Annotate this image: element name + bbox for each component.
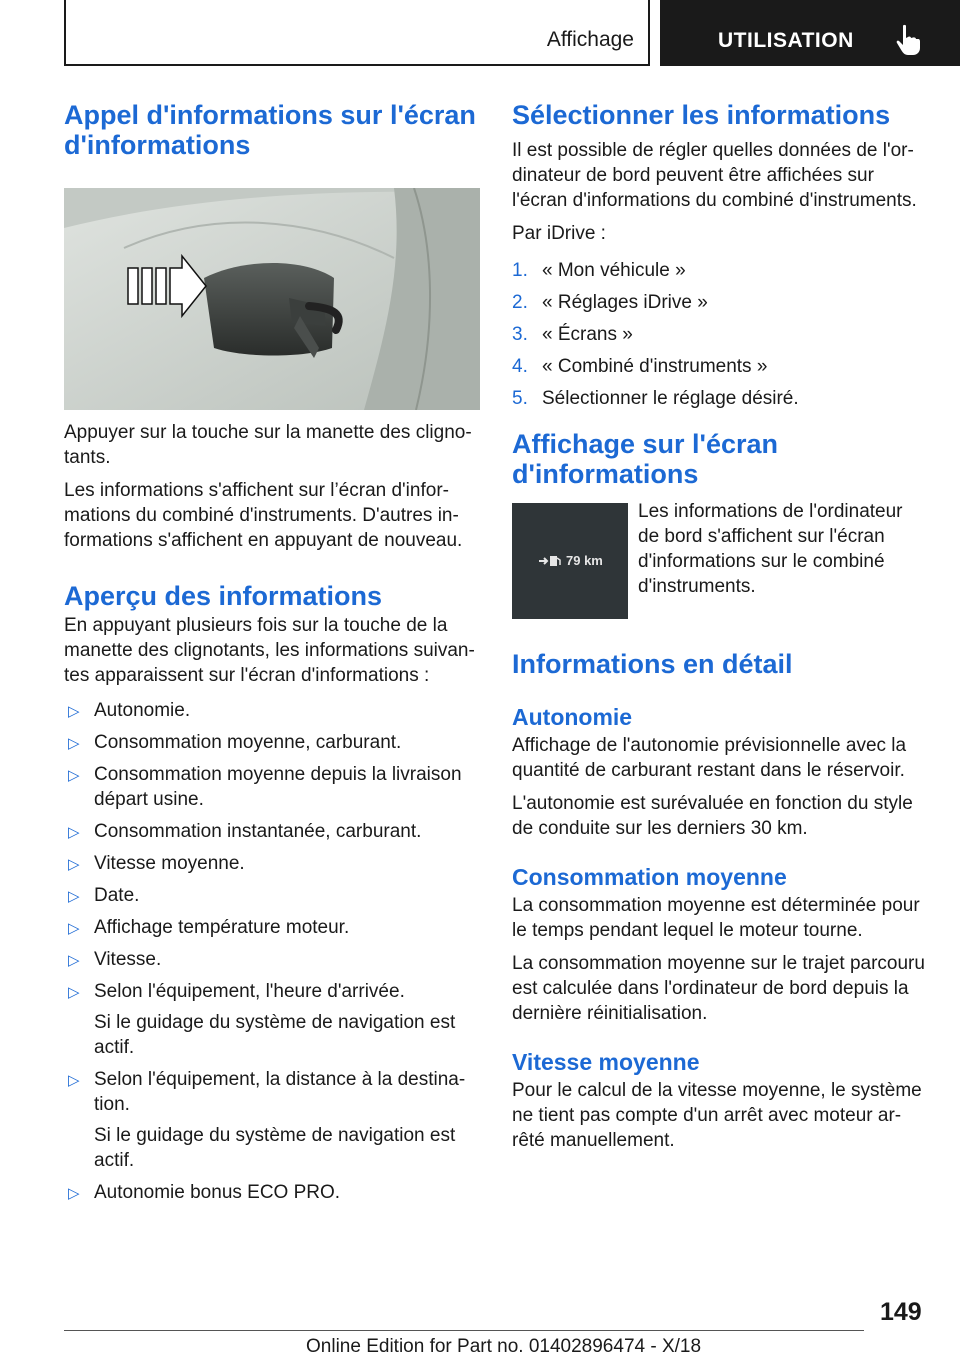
turn-signal-lever-illustration bbox=[64, 188, 480, 410]
paragraph-consumption-1: La consommation moyenne est déterminée pour le temps pendant lequel le moteur tourne. bbox=[512, 895, 920, 941]
header-section-title: Affichage bbox=[546, 28, 634, 51]
triangle-bullet-icon: ▷ bbox=[68, 856, 80, 873]
subsection-title-range: Autonomie bbox=[512, 704, 633, 730]
list-item: ▷ Consommation instantanée, carburant. bbox=[64, 819, 482, 844]
step-text: « Combiné d'instruments » bbox=[542, 356, 768, 377]
step-number: 1. bbox=[512, 260, 528, 281]
header-chapter-title: UTILISATION bbox=[718, 29, 854, 52]
triangle-bullet-icon: ▷ bbox=[68, 824, 80, 841]
display-block bbox=[512, 503, 932, 619]
left-column bbox=[64, 100, 482, 1212]
turn-signal-lever-button-illustration bbox=[64, 188, 480, 410]
list-item: ▷ Date. bbox=[64, 883, 482, 908]
header-chapter-box bbox=[660, 0, 960, 66]
triangle-bullet-icon: ▷ bbox=[68, 888, 80, 905]
section-title-details: Informations en détail bbox=[512, 649, 793, 679]
paragraph-range-1: Affichage de l'autonomie prévisionnelle avec la quantité de carburant restant dans le réservoir. bbox=[512, 735, 907, 781]
footer-divider bbox=[64, 1330, 864, 1331]
subsection-title-avg-speed: Vitesse moyenne bbox=[512, 1049, 700, 1075]
list-item: ▷ Consommation moyenne depuis la livraison départ usine. bbox=[68, 764, 462, 810]
list-item-note: Si le guidage du système de navigation est actif. bbox=[94, 1012, 456, 1058]
step-text: « Réglages iDrive » bbox=[542, 292, 708, 313]
section-title-overview: Aperçu des informations bbox=[64, 581, 383, 611]
step-text: « Écrans » bbox=[542, 324, 633, 345]
overview-list bbox=[64, 698, 482, 1205]
info-display-image bbox=[512, 503, 628, 619]
list-item: ▷ Vitesse moyenne. bbox=[64, 851, 482, 876]
paragraph-select-info: Il est possible de régler quelles données de l'or- dinateur de bord peuvent être affichées sur l'écran d'informations du combiné d'instruments. bbox=[512, 140, 917, 211]
step-item bbox=[512, 386, 932, 411]
step-item bbox=[512, 290, 932, 315]
step-item bbox=[512, 258, 932, 283]
list-item: ▷ Autonomie bonus ECO PRO. bbox=[64, 1180, 482, 1205]
paragraph-avg-speed: Pour le calcul de la vitesse moyenne, le système ne tient pas compte d'un arrêt avec moteur ar- rêté manuellement. bbox=[512, 1080, 922, 1151]
list-item: ▷ Selon l'équipement, la distance à la destina- tion. Si le guidage du système de navigation est actif. bbox=[64, 1067, 482, 1173]
hand-pointer-icon bbox=[894, 24, 924, 56]
step-text: Sélectionner le réglage désiré. bbox=[542, 388, 799, 409]
step-item bbox=[512, 354, 932, 379]
triangle-bullet-icon: ▷ bbox=[68, 1072, 80, 1089]
triangle-bullet-icon: ▷ bbox=[68, 1185, 80, 1202]
paragraph-consumption-2: La consommation moyenne sur le trajet parcouru est calculée dans l'ordinateur de bord depuis la dernière réinitialisation. bbox=[512, 953, 925, 1024]
step-number: 3. bbox=[512, 324, 528, 345]
page-number: 149 bbox=[880, 1298, 922, 1326]
header-section-box bbox=[64, 0, 650, 66]
triangle-bullet-icon: ▷ bbox=[68, 920, 80, 937]
list-item-note: Si le guidage du système de navigation est actif. bbox=[94, 1125, 456, 1171]
footer-edition: Online Edition for Part no. 01402896474 - X/18 bbox=[306, 1336, 702, 1357]
paragraph-info-displayed: Les informations s'affichent sur l’écran d'infor- mations du combiné d'instruments. D'autres in- formations s'affichent en appuyant de nouveau. bbox=[64, 480, 463, 551]
section-title-select-info: Sélectionner les informations bbox=[512, 100, 891, 130]
list-item: ▷ Affichage température moteur. bbox=[64, 915, 482, 940]
triangle-bullet-icon: ▷ bbox=[68, 735, 80, 752]
paragraph-overview-intro: En appuyant plusieurs fois sur la touche de la manette des clignotants, les informations suivan- tes apparaissent sur l'écran d'informations : bbox=[64, 615, 475, 686]
list-item: ▷ Selon l'équipement, l'heure d'arrivée. Si le guidage du système de navigation est actif. bbox=[64, 979, 482, 1060]
list-item: ▷ Vitesse. bbox=[64, 947, 482, 972]
step-item bbox=[512, 322, 932, 347]
paragraph-display-info: Les informations de l'ordinateur de bord s'affichent sur l'écran d'informations sur le combiné d'instruments. bbox=[638, 501, 903, 597]
display-range-value: 79 km bbox=[566, 553, 603, 568]
paragraph-press-button: Appuyer sur la touche sur la manette des cligno- tants. bbox=[64, 422, 472, 468]
triangle-bullet-icon: ▷ bbox=[68, 703, 80, 720]
paragraph-range-2: L'autonomie est surévaluée en fonction du style de conduite sur les derniers 30 km. bbox=[512, 793, 913, 839]
triangle-bullet-icon: ▷ bbox=[68, 984, 80, 1001]
step-text: « Mon véhicule » bbox=[542, 260, 686, 281]
list-item: ▷ Autonomie. bbox=[64, 698, 482, 723]
section-title-display: Affichage sur l'écran d'informations bbox=[512, 429, 779, 489]
paragraph-via-idrive: Par iDrive : bbox=[512, 223, 606, 244]
step-number: 5. bbox=[512, 388, 528, 409]
section-title-call-info: Appel d'informations sur l'écran d'informations bbox=[64, 100, 476, 160]
triangle-bullet-icon: ▷ bbox=[68, 767, 80, 784]
list-item: ▷ Consommation moyenne, carburant. bbox=[64, 730, 482, 755]
step-number: 4. bbox=[512, 356, 528, 377]
fuel-range-icon bbox=[539, 554, 561, 568]
triangle-bullet-icon: ▷ bbox=[68, 952, 80, 969]
subsection-title-consumption: Consommation moyenne bbox=[512, 864, 787, 890]
idrive-steps-list bbox=[512, 258, 932, 411]
step-number: 2. bbox=[512, 292, 528, 313]
right-column bbox=[512, 100, 932, 1153]
